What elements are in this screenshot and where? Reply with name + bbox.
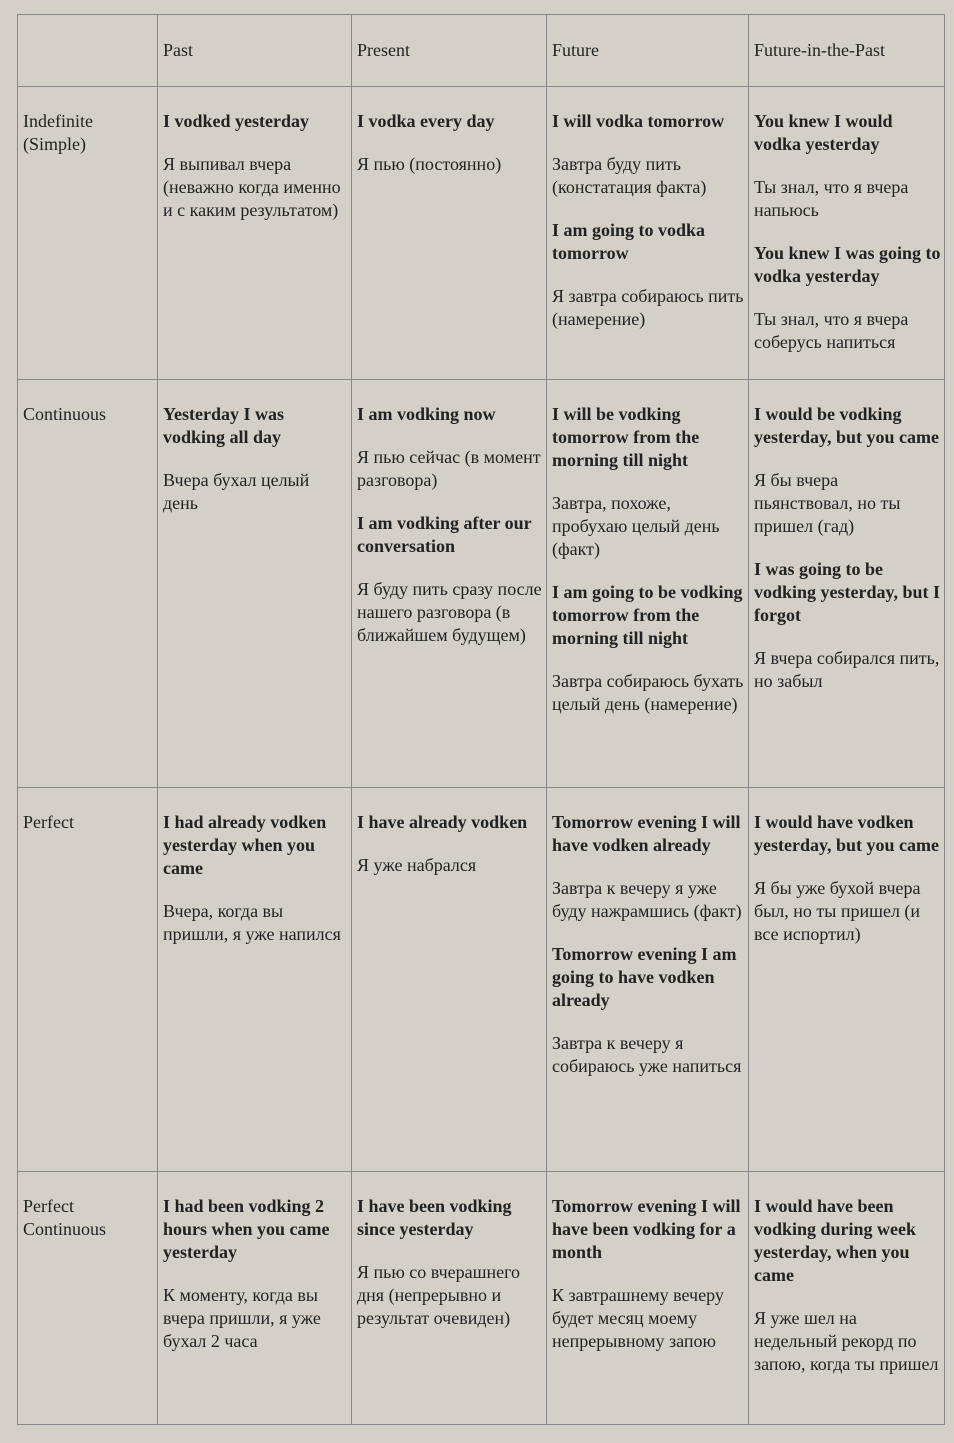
english-example: I vodked yesterday <box>163 111 310 131</box>
future-in-the-past-cell <box>749 1172 945 1425</box>
table-row <box>18 380 945 788</box>
row-label: Perfect <box>18 788 158 1172</box>
present-cell <box>352 380 547 788</box>
russian-translation: Я пью (постоянно) <box>357 154 502 174</box>
table-row <box>18 788 945 1172</box>
present-cell <box>352 87 547 380</box>
russian-translation: Завтра к вечеру я уже буду нажрамшись (факт) <box>552 878 742 921</box>
russian-translation: Я пью со вчерашнего дня (непрерывно и результат очевиден) <box>357 1262 521 1328</box>
russian-translation: Я завтра собираюсь пить (намерение) <box>552 286 744 329</box>
future-cell <box>547 788 749 1172</box>
present-cell <box>352 1172 547 1425</box>
russian-translation: Завтра собираюсь бухать целый день (намерение) <box>552 671 744 714</box>
table-row <box>18 87 945 380</box>
russian-translation: К моменту, когда вы вчера пришли, я уже бухал 2 часа <box>163 1285 321 1351</box>
russian-translation: К завтрашнему вечеру будет месяц моему непрерывному запою <box>552 1285 724 1351</box>
russian-translation: Я уже шел на недельный рекорд по запою, когда ты пришел <box>754 1308 939 1374</box>
english-example: I will vodka tomorrow <box>552 111 725 131</box>
english-example: I am vodking after our conversation <box>357 513 532 556</box>
past-cell <box>158 1172 352 1425</box>
row-label: Continuous <box>18 380 158 788</box>
english-example: I have been vodking since yesterday <box>357 1196 512 1239</box>
header-future-in-the-past: Future-in-the-Past <box>749 15 945 87</box>
past-cell <box>158 788 352 1172</box>
english-example: I would be vodking yesterday, but you came <box>754 404 939 447</box>
english-example: I am going to be vodking tomorrow from the morning till night <box>552 582 743 648</box>
english-example: Tomorrow evening I will have been vodking for a month <box>552 1196 741 1262</box>
past-cell <box>158 87 352 380</box>
english-example: I would have vodken yesterday, but you came <box>754 812 939 855</box>
english-example: I would have been vodking during week yesterday, when you came <box>754 1196 917 1285</box>
future-cell <box>547 380 749 788</box>
russian-translation: Я выпивал вчера (неважно когда именно и с каким результатом) <box>163 154 341 220</box>
english-example: I vodka every day <box>357 111 495 131</box>
english-example: Tomorrow evening I am going to have vodken already <box>552 944 737 1010</box>
russian-translation: Я вчера собирался пить, но забыл <box>754 648 940 691</box>
russian-translation: Завтра, похоже, пробухаю целый день (факт) <box>552 493 720 559</box>
english-example: I had already vodken yesterday when you came <box>163 812 327 878</box>
english-example: I have already vodken <box>357 812 528 832</box>
russian-translation: Я бы вчера пьянствовал, но ты пришел (гад) <box>754 470 901 536</box>
russian-translation: Вчера бухал целый день <box>163 470 310 513</box>
header-present: Present <box>352 15 547 87</box>
present-cell <box>352 788 547 1172</box>
header-corner <box>18 15 158 87</box>
future-in-the-past-cell <box>749 788 945 1172</box>
english-example: I am going to vodka tomorrow <box>552 220 706 263</box>
header-row <box>18 15 945 87</box>
header-future: Future <box>547 15 749 87</box>
table-row <box>18 1172 945 1425</box>
russian-translation: Я пью сейчас (в момент разговора) <box>357 447 541 490</box>
english-example: I will be vodking tomorrow from the morning till night <box>552 404 700 470</box>
past-cell <box>158 380 352 788</box>
future-cell <box>547 1172 749 1425</box>
russian-translation: Ты знал, что я вчера соберусь напиться <box>754 309 909 352</box>
tenses-table <box>17 14 945 1425</box>
english-example: Yesterday I was vodking all day <box>163 404 284 447</box>
russian-translation: Завтра к вечеру я собираюсь уже напиться <box>552 1033 742 1076</box>
russian-translation: Ты знал, что я вчера напьюсь <box>754 177 909 220</box>
english-example: I am vodking now <box>357 404 496 424</box>
russian-translation: Я бы уже бухой вчера был, но ты пришел (и все испортил) <box>754 878 921 944</box>
header-past: Past <box>158 15 352 87</box>
english-example: You knew I was going to vodka yesterday <box>754 243 941 286</box>
row-label: Perfect Continuous <box>18 1172 158 1425</box>
russian-translation: Я буду пить сразу после нашего разговора (в ближайшем будущем) <box>357 579 542 645</box>
future-in-the-past-cell <box>749 87 945 380</box>
russian-translation: Вчера, когда вы пришли, я уже напился <box>163 901 341 944</box>
english-example: Tomorrow evening I will have vodken already <box>552 812 741 855</box>
english-example: You knew I would vodka yesterday <box>754 111 893 154</box>
russian-translation: Завтра буду пить (констатация факта) <box>552 154 707 197</box>
english-example: I was going to be vodking yesterday, but I forgot <box>754 559 941 625</box>
english-example: I had been vodking 2 hours when you came yesterday <box>163 1196 330 1262</box>
russian-translation: Я уже набрался <box>357 855 477 875</box>
future-in-the-past-cell <box>749 380 945 788</box>
row-label: Indefinite (Simple) <box>18 87 158 380</box>
future-cell <box>547 87 749 380</box>
